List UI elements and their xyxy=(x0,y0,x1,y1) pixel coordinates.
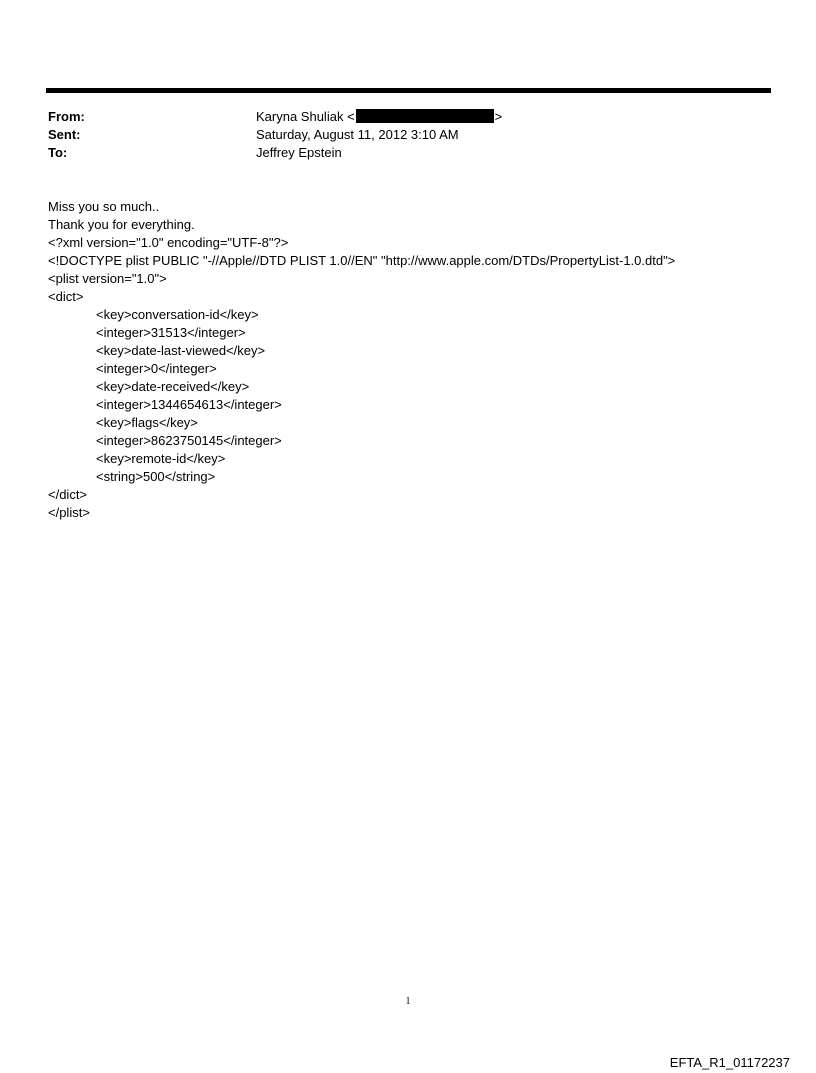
sent-row xyxy=(48,126,748,144)
body-line: <?xml version="1.0" encoding="UTF-8"?> xyxy=(48,235,289,250)
email-body xyxy=(48,198,788,522)
sent-label: Sent: xyxy=(48,127,81,142)
to-label: To: xyxy=(48,145,68,160)
body-line: <key>date-received</key> xyxy=(96,379,250,394)
body-line: </plist> xyxy=(48,505,90,520)
body-line: <integer>8623750145</integer> xyxy=(96,433,282,448)
body-line: Miss you so much.. xyxy=(48,199,160,214)
body-line: <integer>31513</integer> xyxy=(96,325,246,340)
body-line: <key>conversation-id</key> xyxy=(96,307,259,322)
body-line: <key>date-last-viewed</key> xyxy=(96,343,266,358)
to-row xyxy=(48,144,748,162)
body-line: <integer>1344654613</integer> xyxy=(96,397,282,412)
from-value xyxy=(256,108,748,126)
body-line: <key>remote-id</key> xyxy=(96,451,226,466)
sent-value: Saturday, August 11, 2012 3:10 AM xyxy=(256,127,459,142)
body-line: <plist version="1.0"> xyxy=(48,271,167,286)
from-name: Karyna Shuliak xyxy=(256,109,344,124)
body-line: </dict> xyxy=(48,487,88,502)
from-close-bracket: > xyxy=(494,109,503,124)
body-line: Thank you for everything. xyxy=(48,217,195,232)
from-open-bracket: < xyxy=(347,109,355,124)
body-line: <string>500</string> xyxy=(96,469,216,484)
body-line: <key>flags</key> xyxy=(96,415,198,430)
to-value: Jeffrey Epstein xyxy=(256,145,342,160)
body-line: <dict> xyxy=(48,289,84,304)
header-rule xyxy=(46,88,771,93)
from-row xyxy=(48,108,748,126)
page-number: 1 xyxy=(405,996,411,1007)
body-line: <integer>0</integer> xyxy=(96,361,217,376)
from-label: From: xyxy=(48,109,85,124)
document-id: EFTA_R1_01172237 xyxy=(669,1055,790,1070)
body-line: <!DOCTYPE plist PUBLIC "-//Apple//DTD PLIST 1.0//EN" "http://www.apple.com/DTDs/PropertyList-1.0.dtd"> xyxy=(48,253,676,268)
redaction-box xyxy=(356,109,494,123)
email-header xyxy=(48,108,748,162)
